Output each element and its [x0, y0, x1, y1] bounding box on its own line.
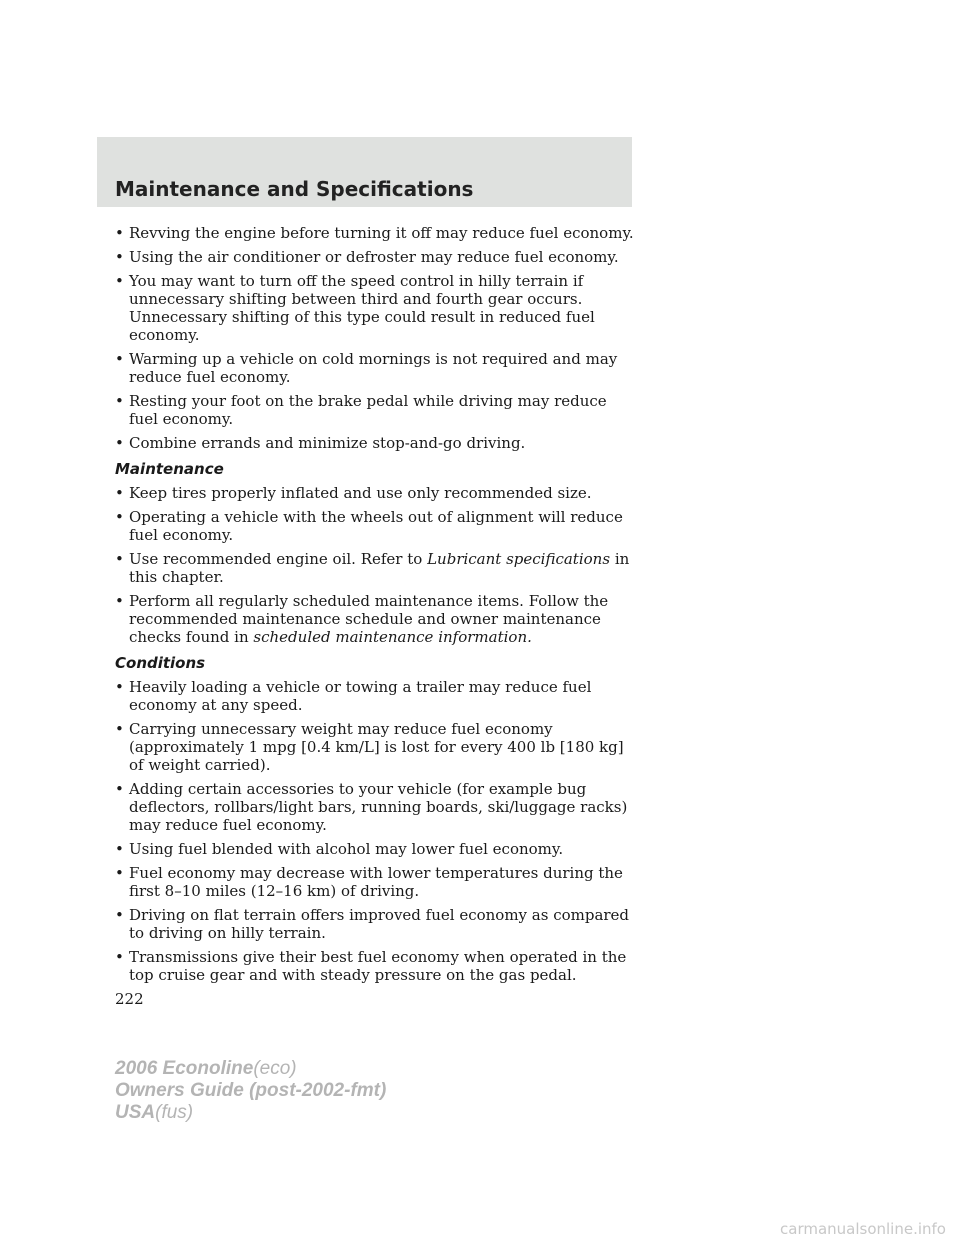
section-heading-maintenance: Maintenance: [115, 460, 224, 478]
footer-line-guide: Owners Guide (post-2002-fmt): [115, 1080, 387, 1101]
list-item: • Keep tires properly inflated and use only recommended size.: [115, 484, 592, 502]
footer-line-model: 2006 Econoline(eco): [115, 1058, 297, 1079]
list-item: • Heavily loading a vehicle or towing a trailer may reduce fuel economy at any speed.: [115, 678, 592, 714]
watermark: carmanualsonline.info: [780, 1220, 946, 1238]
list-item: • Transmissions give their best fuel economy when operated in the top cruise gear and with steady pressure on the gas pedal.: [115, 948, 627, 984]
bullet-icon: •: [115, 248, 124, 266]
list-item: • Using fuel blended with alcohol may lower fuel economy.: [115, 840, 564, 858]
list-item: • Use recommended engine oil. Refer to Lubricant specifications in this chapter.: [115, 550, 630, 586]
bullet-icon: •: [115, 592, 124, 610]
bullet-icon: •: [115, 550, 124, 568]
bullet-icon: •: [115, 350, 124, 368]
list-item: • Driving on flat terrain offers improved fuel economy as compared to driving on hilly terrain.: [115, 906, 630, 942]
bullet-icon: •: [115, 224, 124, 242]
footer-line-market: USA(fus): [115, 1102, 194, 1123]
list-item: • Revving the engine before turning it off may reduce fuel economy.: [115, 224, 634, 242]
bullet-icon: •: [115, 780, 124, 798]
list-item: • Carrying unnecessary weight may reduce fuel economy (approximately 1 mpg [0.4 km/L] is lost for every 400 lb [180 kg] of weight carried).: [115, 720, 624, 774]
bullet-icon: •: [115, 678, 124, 696]
document-footer: [115, 1058, 386, 1124]
list-item: • Warming up a vehicle on cold mornings is not required and may reduce fuel economy.: [115, 350, 618, 386]
list-item: • You may want to turn off the speed control in hilly terrain if unnecessary shifting between third and fourth gear occurs. Unnecessary shifting of this type could result in reduced fuel economy.: [115, 272, 595, 344]
cross-reference: scheduled maintenance information.: [253, 628, 532, 646]
section-heading-conditions: Conditions: [115, 654, 206, 672]
bullet-icon: •: [115, 434, 124, 452]
list-item: • Perform all regularly scheduled maintenance items. Follow the recommended maintenance schedule and owner maintenance checks found in scheduled maintenance information.: [115, 592, 609, 646]
bullet-icon: •: [115, 272, 124, 290]
page-content: [115, 224, 640, 1008]
list-item: • Operating a vehicle with the wheels out of alignment will reduce fuel economy.: [115, 508, 623, 544]
bullet-icon: •: [115, 484, 124, 502]
bullet-icon: •: [115, 864, 124, 882]
page-number: 222: [115, 990, 144, 1008]
cross-reference: Lubricant specifications: [427, 550, 611, 568]
bullet-icon: •: [115, 948, 124, 966]
list-item: • Resting your foot on the brake pedal while driving may reduce fuel economy.: [115, 392, 607, 428]
page-title: Maintenance and Specifications: [115, 177, 474, 201]
bullet-icon: •: [115, 508, 124, 526]
list-item: • Fuel economy may decrease with lower temperatures during the first 8–10 miles (12–16 km) of driving.: [115, 864, 623, 900]
bullet-icon: •: [115, 392, 124, 410]
bullet-icon: •: [115, 840, 124, 858]
bullet-icon: •: [115, 906, 124, 924]
list-item: • Adding certain accessories to your vehicle (for example bug deflectors, rollbars/light bars, running boards, ski/luggage racks) may reduce fuel economy.: [115, 780, 628, 834]
bullet-icon: •: [115, 720, 124, 738]
list-item: • Using the air conditioner or defroster may reduce fuel economy.: [115, 248, 619, 266]
list-item: • Combine errands and minimize stop-and-go driving.: [115, 434, 526, 452]
